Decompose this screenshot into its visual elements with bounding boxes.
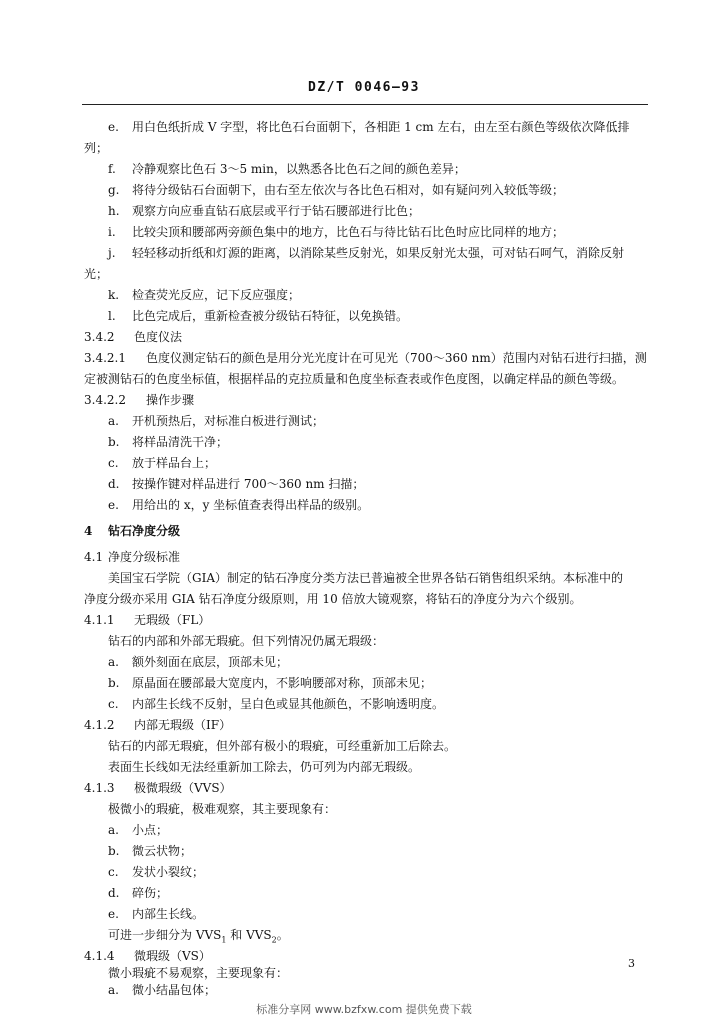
item-marker: b. [108, 676, 120, 690]
item-marker: d. [108, 886, 120, 900]
section-heading-4-1-4 [84, 949, 211, 963]
item-text: 放于样品台上； [132, 456, 217, 470]
item-marker: a. [108, 823, 119, 837]
list-item-b [108, 435, 228, 449]
section-title: 钻石净度分级 [108, 524, 181, 538]
subscript: 1 [221, 935, 227, 945]
item-text: 原晶面在腰部最大宽度内，不影响腰部对称，顶部未见； [132, 676, 433, 690]
item-text: 额外刻面在底层，顶部未见； [132, 655, 289, 669]
item-marker: e. [108, 907, 119, 921]
list-item-c [108, 865, 204, 879]
list-item-j [108, 246, 624, 260]
section-title: 无瑕级（FL） [134, 613, 211, 627]
item-marker: e. [108, 120, 119, 134]
section-heading-3-4-2 [84, 330, 182, 344]
item-text: 开机预热后，对标准白板进行测试； [132, 414, 325, 428]
item-marker: g. [108, 183, 120, 197]
list-item-e [108, 907, 204, 921]
item-text: 微云状物； [132, 844, 193, 858]
item-text: 比色完成后，重新检查被分级钻石特征，以免换错。 [132, 309, 409, 323]
item-marker: k. [108, 288, 120, 302]
item-text: 内部生长线不反射，呈白色或显其他颜色，不影响透明度。 [132, 697, 445, 711]
item-text: 将样品清洗干净； [132, 435, 229, 449]
item-text: 用白色纸折成 V 字型，将比色石台面朝下，各相距 1 cm 左右，由左至右颜色等级依次降低排 [132, 120, 630, 134]
item-marker: c. [108, 456, 119, 470]
section-title: 色度仪法 [134, 330, 183, 344]
list-item-a [108, 823, 168, 837]
item-marker: b. [108, 844, 120, 858]
list-item-g [108, 183, 564, 197]
list-item-b [108, 676, 432, 690]
paragraph: 美国宝石学院（GIA）制定的钻石净度分类方法已普遍被全世界各钻石销售组织采纳。本标准中的 [108, 571, 623, 585]
item-text: 小点； [132, 823, 169, 837]
list-item-continuation: 光； [84, 267, 109, 281]
section-title: 操作步骤 [146, 393, 195, 407]
text-part: 。 [276, 928, 289, 942]
list-item-continuation: 列； [84, 141, 109, 155]
list-item-l [108, 309, 408, 323]
chapter-heading-4 [84, 524, 180, 538]
item-text: 用给出的 x，y 坐标值查表得出样品的级别。 [132, 498, 370, 512]
item-text: 观察方向应垂直钻石底层或平行于钻石腰部进行比色； [132, 204, 421, 218]
item-marker: e. [108, 498, 119, 512]
section-title: 微瑕级（VS） [134, 949, 211, 963]
list-item-c [108, 456, 216, 470]
item-marker: a. [108, 414, 119, 428]
item-marker: a. [108, 655, 119, 669]
item-marker: b. [108, 435, 120, 449]
section-heading-4-1 [84, 550, 180, 564]
list-item-k [108, 288, 300, 302]
section-number: 3.4.2 [84, 330, 115, 344]
paragraph: 微小瑕疵不易观察，主要现象有： [108, 966, 289, 980]
paragraph: 极微小的瑕疵，极难观察，其主要现象有： [108, 802, 337, 816]
section-number: 3.4.2.2 [84, 393, 126, 407]
item-marker: a. [108, 983, 119, 997]
section-number: 4.1.1 [84, 613, 115, 627]
item-marker: c. [108, 865, 119, 879]
footer-watermark: 标准分享网 www.bzfxw.com 提供免费下载 [256, 1003, 472, 1016]
item-marker: j. [108, 246, 116, 260]
section-number: 4.1.2 [84, 718, 115, 732]
item-marker: c. [108, 697, 119, 711]
item-text: 冷静观察比色石 3～5 min，以熟悉各比色石之间的颜色差异； [132, 162, 466, 176]
paragraph-continuation: 净度分级亦采用 GIA 钻石净度分级原则，用 10 倍放大镜观察，将钻石的净度分为六个级别。 [84, 592, 582, 606]
paragraph-continuation: 定被测钻石的色度坐标值，根据样品的克拉质量和色度坐标查表或作色度图，以确定样品的颜色等级。 [84, 372, 625, 386]
section-number: 4.1.4 [84, 949, 115, 963]
item-text: 碎伤； [132, 886, 169, 900]
section-heading-4-1-2 [84, 718, 231, 732]
item-marker: i. [108, 225, 116, 239]
list-item-a [108, 655, 288, 669]
section-number: 4.1 [84, 550, 104, 564]
item-text: 轻轻移动折纸和灯源的距离，以消除某些反射光，如果反射光太强，可对钻石呵气，消除反射 [132, 246, 625, 260]
item-marker: h. [108, 204, 120, 218]
text-part: 可进一步细分为 VVS [108, 928, 222, 942]
item-text: 发状小裂纹； [132, 865, 205, 879]
list-item-a [108, 414, 324, 428]
section-number: 3.4.2.1 [84, 351, 126, 365]
section-title: 极微瑕级（VVS） [134, 781, 232, 795]
standard-code-header: DZ/T 0046—93 [308, 80, 420, 95]
item-text: 检查荧光反应，记下反应强度； [132, 288, 301, 302]
list-item-a [108, 983, 216, 997]
section-number: 4 [84, 524, 93, 538]
subscript: 2 [271, 935, 277, 945]
section-heading-3-4-2-2 [84, 393, 194, 407]
list-item-e [108, 498, 369, 512]
item-text: 比较尖顶和腰部两旁颜色集中的地方，比色石与待比钻石比色时应比同样的地方； [132, 225, 565, 239]
list-item-d [108, 477, 364, 491]
paragraph: 表面生长线如无法经重新加工除去，仍可列为内部无瑕级。 [108, 760, 421, 774]
paragraph-text: 色度仪测定钻石的颜色是用分光光度计在可见光（700～360 nm）范围内对钻石进行扫描，测 [146, 351, 647, 365]
list-item-c [108, 697, 444, 711]
section-paragraph-3-4-2-1 [84, 351, 647, 365]
paragraph-subdivision [108, 928, 289, 947]
list-item-h [108, 204, 420, 218]
item-text: 按操作键对样品进行 700～360 nm 扫描； [132, 477, 365, 491]
list-item-i [108, 225, 564, 239]
list-item-e [108, 120, 629, 134]
page-number: 3 [628, 957, 635, 970]
section-title: 内部无瑕级（IF） [134, 718, 232, 732]
section-number: 4.1.3 [84, 781, 115, 795]
item-marker: d. [108, 477, 120, 491]
item-marker: f. [108, 162, 116, 176]
section-title: 净度分级标准 [108, 550, 181, 564]
section-heading-4-1-1 [84, 613, 210, 627]
paragraph: 钻石的内部无瑕疵，但外部有极小的瑕疵，可经重新加工后除去。 [108, 739, 457, 753]
section-heading-4-1-3 [84, 781, 232, 795]
item-text: 将待分级钻石台面朝下，由右至左依次与各比色石相对，如有疑问列入较低等级； [132, 183, 565, 197]
list-item-b [108, 844, 192, 858]
list-item-f [108, 162, 466, 176]
paragraph: 钻石的内部和外部无瑕疵。但下列情况仍属无瑕级： [108, 634, 385, 648]
header-rule [82, 104, 648, 105]
list-item-d [108, 886, 168, 900]
item-text: 内部生长线。 [132, 907, 205, 921]
item-marker: l. [108, 309, 116, 323]
text-part: 和 VVS [226, 928, 272, 942]
item-text: 微小结晶包体； [132, 983, 217, 997]
